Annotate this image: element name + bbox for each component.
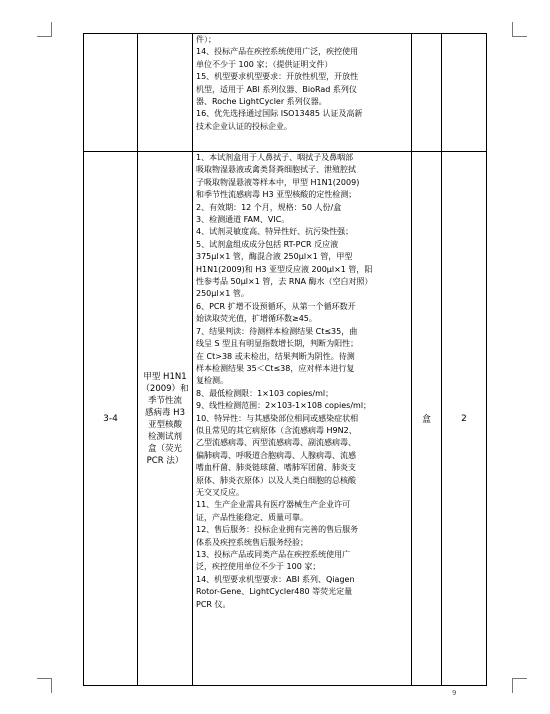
item-quantity: 2 xyxy=(442,152,487,686)
spec-line: 7、结果判读：待测样本检测结果 Ct≤35，曲 xyxy=(196,326,358,336)
item-name-line: 季节性流 xyxy=(147,395,182,406)
cell-name-empty xyxy=(138,34,193,152)
cell-number-empty xyxy=(84,34,138,152)
spec-line: 3、检测通道 FAM、VIC。 xyxy=(196,215,290,225)
spec-line: 性参考品 50μl×1 管，去 RNA 酶水（空白对照） xyxy=(196,277,373,287)
item-unit: 盒 xyxy=(412,152,442,686)
spec-line: 15、机型要求机型要求：开放性机型，开放性 xyxy=(196,72,359,82)
cell-quantity-empty xyxy=(442,34,487,152)
spec-line: H1N1(2009)和 H3 亚型反应液 200μl×1 管，阳 xyxy=(196,264,373,274)
spec-line: 子吸取物湿悬液等样本中，甲型 H1N1(2009) xyxy=(196,177,360,187)
spec-line: 9、线性检测范围：2×103-1×108 copies/ml； xyxy=(196,401,372,411)
spec-line: 似且常见的其它病原体（含流感病毒 H9N2、 xyxy=(196,425,357,435)
spec-line: PCR 仪。 xyxy=(196,599,231,609)
spec-line: 11、生产企业需具有医疗器械生产企业许可 xyxy=(196,500,351,510)
spec-line: 和季节性流感病毒 H3 亚型核酸的定性检测； xyxy=(196,190,357,200)
cell-spec-continued xyxy=(193,34,412,152)
spec-line: 6、PCR 扩增不设预循环，从第一个循环数开 xyxy=(196,301,356,311)
page-number: 9 xyxy=(452,689,457,697)
spec-line: 8、最低检测限：1×103 copies/ml； xyxy=(196,388,334,398)
spec-line: 证，产品性能稳定、质量可靠。 xyxy=(196,512,308,522)
spec-line: 14、机型要求机型要求：ABI 系列、Qiagen xyxy=(196,574,355,584)
spec-line: 乙型流感病毒、丙型流感病毒、副流感病毒、 xyxy=(196,438,356,448)
spec-line: 无交叉反应。 xyxy=(196,487,244,497)
crop-mark-top-right xyxy=(512,22,527,37)
spec-line: 样本检测结果 35＜Ct≤38，应对样本进行复 xyxy=(196,363,355,373)
procurement-spec-table xyxy=(83,33,487,686)
spec-line: 375μl×1 管，酶混合液 250μl×1 管，甲型 xyxy=(196,252,353,262)
spec-line: 复检测。 xyxy=(196,376,228,386)
spec-line: 机型，适用于 ABI 系列仪器、BioRad 系列仪 xyxy=(196,84,357,94)
crop-mark-bottom-right xyxy=(512,678,527,693)
item-name-cell xyxy=(138,152,193,686)
spec-line: 原体、肺炎衣原体）以及人类白细胞的总核酸 xyxy=(196,475,356,485)
spec-line: Rotor-Gene、LightCycler480 等荧光定量 xyxy=(196,587,353,597)
spec-line: 泛，疾控使用单位不少于 100 家； xyxy=(196,562,321,572)
spec-line: 单位不少于 100 家；（提供证明文件） xyxy=(196,59,333,69)
spec-line: 2、有效期：12 个月，规格：50 人份/盒 xyxy=(196,202,342,212)
item-number: 3-4 xyxy=(84,152,138,686)
item-name xyxy=(138,371,192,467)
table-row-continued xyxy=(84,34,487,152)
spec-line: 始读取荧光值，扩增循环数≥45。 xyxy=(196,314,317,324)
spec-line: 4、试剂灵敏度高、特异性好、抗污染性强； xyxy=(196,227,354,237)
spec-line: 14、投标产品在疾控系统使用广泛，疾控使用 xyxy=(196,47,359,57)
spec-line: 250μl×1 管。 xyxy=(196,289,249,299)
spec-line: 10、特异性：与其感染部位相同或感染症状相 xyxy=(196,413,359,423)
item-name-line: 检测试剂 xyxy=(147,431,182,442)
spec-line: 线呈 S 型且有明显指数增长期，判断为阳性； xyxy=(196,339,359,349)
item-name-line: （2009）和 xyxy=(141,383,189,394)
item-name-line: 感病毒 H3 xyxy=(144,407,185,418)
cell-unit-empty xyxy=(412,34,442,152)
spec-line: 吸取物湿悬液或禽类肾粪细胞拭子、泄殖腔拭 xyxy=(196,165,356,175)
item-name-line: 盒（荧光 xyxy=(147,443,182,454)
spec-line: 偏肺病毒、呼吸道合胞病毒、人腺病毒、流感 xyxy=(196,450,356,460)
spec-line: 体系及疾控系统售后服务经验； xyxy=(196,537,308,547)
item-name-line: 甲型 H1N1 xyxy=(143,371,187,382)
item-specification xyxy=(193,152,412,686)
spec-line: 13、投标产品或同类产品在疾控系统使用广 xyxy=(196,550,351,559)
crop-mark-top-left xyxy=(37,22,52,37)
spec-line: 器、Roche LightCycler 系列仪器。 xyxy=(196,97,327,107)
item-name-line: PCR 法） xyxy=(146,455,184,466)
spec-line: 嗜血杆菌、肺炎链球菌、嗜肺军团菌、肺炎支 xyxy=(196,463,356,473)
spec-line: 1、本试剂盒用于人鼻拭子、咽拭子及鼻咽部 xyxy=(196,153,354,162)
table-row-item-3-4 xyxy=(84,152,487,686)
spec-line: 12、售后服务：投标企业拥有完善的售后服务 xyxy=(196,525,359,535)
spec-line: 16、优先选择通过国际 ISO13485 认证及高新 xyxy=(196,109,363,119)
spec-line: 件）； xyxy=(196,35,216,44)
crop-mark-bottom-left xyxy=(37,678,52,693)
spec-line: 5、试剂盒组成成分包括 RT-PCR 反应液 xyxy=(196,239,339,249)
spec-line: 在 Ct>38 或未检出，结果判断为阴性。待测 xyxy=(196,351,355,361)
item-name-line: 亚型核酸 xyxy=(147,419,182,430)
spec-line: 技术企业认证的投标企业。 xyxy=(196,121,292,131)
